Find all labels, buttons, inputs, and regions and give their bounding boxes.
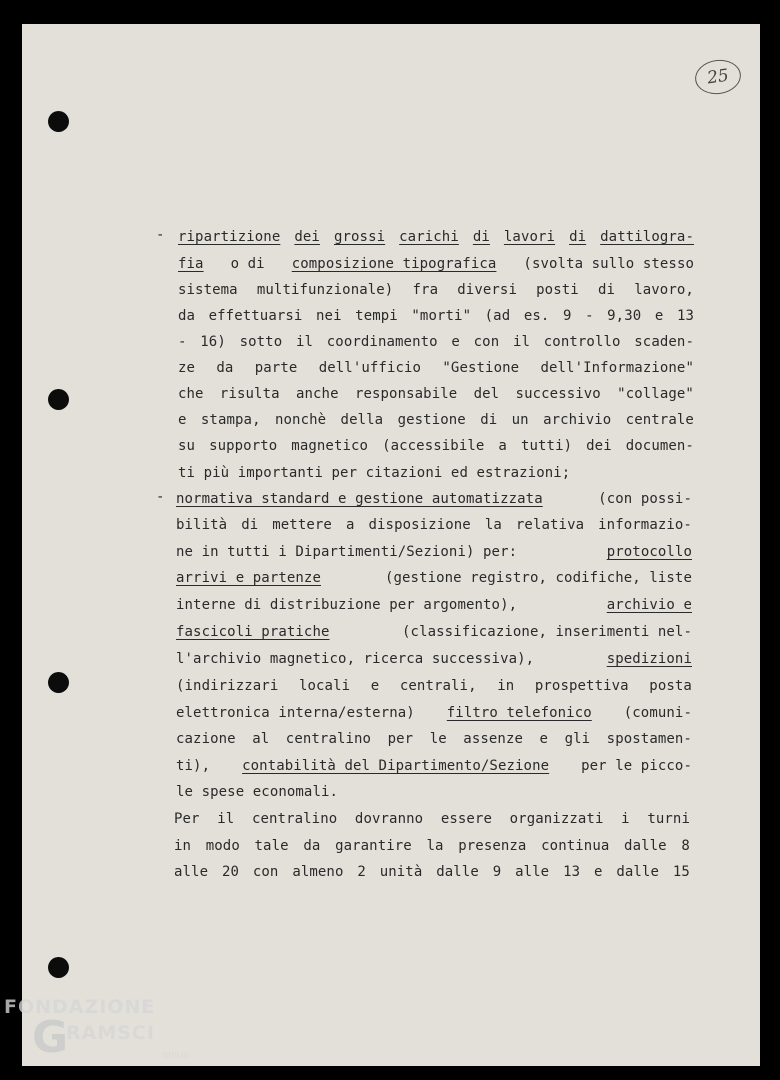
text-line: alle 20 con almeno 2 unità dalle 9 alle 13 e dalle 15 — [174, 864, 690, 880]
text-line: fascicoli pratiche (classificazione, inserimenti nel- — [176, 624, 692, 640]
text-line: le spese economali. — [176, 784, 339, 800]
text-line: in modo tale da garantire la presenza continua dalle 8 — [174, 838, 690, 854]
text-line: ti più importanti per citazioni ed estrazioni; — [178, 465, 571, 481]
punch-hole — [48, 389, 69, 410]
text-line: - 16) sotto il coordinamento e con il controllo scaden- — [178, 334, 694, 350]
text-line: che risulta anche responsabile del successivo "collage" — [178, 386, 694, 402]
text-line: ti), contabilità del Dipartimento/Sezione per le picco- — [176, 758, 692, 774]
text-line: l'archivio magnetico, ricerca successiva), spedizioni — [176, 651, 692, 667]
text-line: ripartizione dei grossi carichi di lavori di dattilogra- — [178, 229, 694, 245]
text-line: Per il centralino dovranno essere organizzati i turni — [174, 811, 690, 827]
text-line: e stampa, nonchè della gestione di un archivio centrale — [178, 412, 694, 428]
text-line: elettronica interna/esterna) filtro telefonico (comuni- — [176, 705, 692, 721]
text-line: arrivi e partenze (gestione registro, codifiche, liste — [176, 570, 692, 586]
bullet-dash: - — [156, 227, 165, 243]
text-line: ne in tutti i Dipartimenti/Sezioni) per: protocollo — [176, 544, 692, 560]
text-line: fia o di composizione tipografica (svolta sullo stesso — [178, 256, 694, 272]
text-line: su supporto magnetico (accessibile a tutti) dei documen- — [178, 438, 694, 454]
punch-hole — [48, 672, 69, 693]
page-number: 25 — [693, 57, 743, 97]
fondazione-gramsci-logo: FONDAZIONE G RAMSCI onlus — [4, 996, 189, 1063]
text-line: normativa standard e gestione automatizzata (con possi- — [176, 491, 692, 507]
text-line: (indirizzari locali e centrali, in prospettiva posta — [176, 678, 692, 694]
punch-hole — [48, 957, 69, 978]
bullet-dash: - — [156, 489, 165, 505]
text-line: ze da parte dell'ufficio "Gestione dell'Informazione" — [178, 360, 694, 376]
text-line: bilità di mettere a disposizione la relativa informazio- — [176, 517, 692, 533]
text-line: da effettuarsi nei tempi "morti" (ad es. 9 - 9,30 e 13 — [178, 308, 694, 324]
text-line: cazione al centralino per le assenze e gli spostamen- — [176, 731, 692, 747]
text-line: sistema multifunzionale) fra diversi posti di lavoro, — [178, 282, 694, 298]
punch-hole — [48, 111, 69, 132]
text-line: interne di distribuzione per argomento), archivio e — [176, 597, 692, 613]
